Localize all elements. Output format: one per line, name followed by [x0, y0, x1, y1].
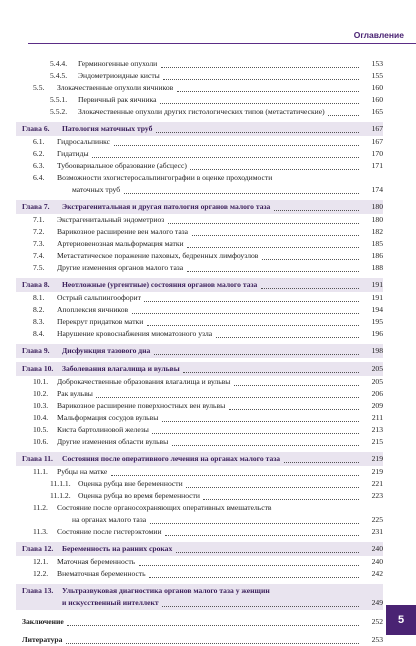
page-header	[0, 0, 416, 44]
dot-leader	[160, 103, 359, 104]
toc-entry-row	[0, 526, 416, 538]
dot-leader	[144, 301, 359, 302]
toc-entry-number: 5.5.	[33, 83, 45, 92]
toc-page-number: 167	[371, 124, 383, 133]
toc-entry-row	[0, 148, 416, 160]
toc-entry-title: Дисфункция тазового дна	[62, 346, 151, 355]
toc-page-number: 209	[371, 401, 383, 410]
toc-entry-row	[0, 304, 416, 316]
toc-page-number: 253	[371, 635, 383, 644]
toc-entry-row	[0, 136, 416, 148]
dot-leader	[190, 169, 359, 170]
toc-entry-number: 7.2.	[33, 227, 45, 236]
toc-entry-title: Другие изменения области вульвы	[57, 437, 169, 446]
toc-entry-row	[0, 82, 416, 94]
dot-leader	[147, 325, 359, 326]
toc-page-number: 242	[371, 569, 383, 578]
toc-entry-title: Ультразвуковая диагностика органов малого таза у женщин	[62, 586, 270, 595]
toc-page-number: 180	[371, 202, 383, 211]
toc-page-number: 225	[371, 515, 383, 524]
dot-leader	[111, 475, 359, 476]
toc-entry-number: Глава 6.	[22, 124, 50, 133]
toc-entry-number: 10.2.	[33, 389, 49, 398]
toc-entry-row	[0, 436, 416, 448]
toc-entry-row	[0, 466, 416, 478]
dot-leader	[328, 115, 359, 116]
dot-leader	[284, 462, 359, 463]
toc-entry-title: Киста бартолиновой железы	[57, 425, 149, 434]
toc-entry-number: 6.3.	[33, 161, 45, 170]
toc-entry-number: Глава 9.	[22, 346, 50, 355]
toc-entry-number: 10.1.	[33, 377, 49, 386]
dot-leader	[154, 354, 359, 355]
toc-entry-number: 7.4.	[33, 251, 45, 260]
dot-leader	[66, 643, 359, 644]
toc-entry-row	[0, 400, 416, 412]
toc-entry-number: 5.5.2.	[50, 107, 68, 116]
toc-entry-title-continued: и искусственный интеллект	[62, 598, 159, 607]
toc-page-number: 211	[371, 413, 383, 422]
toc-entry-number: 11.2.	[33, 503, 48, 512]
toc-chapter-row	[0, 453, 416, 465]
toc-entry-number: 6.4.	[33, 173, 45, 182]
toc-entry-title: Беременность на ранних сроках	[62, 544, 173, 553]
toc-page-number: 219	[371, 467, 383, 476]
toc-entry-row	[0, 388, 416, 400]
dot-leader	[161, 67, 359, 68]
toc-page-number: 240	[371, 544, 383, 553]
dot-leader	[150, 523, 359, 524]
toc-entry-row	[0, 376, 416, 388]
dot-leader	[162, 421, 359, 422]
toc-page-number: 191	[371, 280, 383, 289]
dot-leader	[172, 445, 359, 446]
dot-leader	[152, 433, 359, 434]
toc-entry-row	[0, 490, 416, 502]
toc-entry-row	[0, 478, 416, 490]
dot-leader	[261, 288, 359, 289]
toc-page-number: 191	[371, 293, 383, 302]
dot-leader	[132, 313, 359, 314]
toc-entry-row	[0, 292, 416, 304]
toc-entry-title: Гидатиды	[57, 149, 89, 158]
dot-leader	[177, 91, 359, 92]
toc-entry-number: 8.3.	[33, 317, 45, 326]
toc-page-number: 205	[371, 377, 383, 386]
toc-entry-number: Глава 11.	[22, 454, 53, 463]
toc-entry-row	[0, 226, 416, 238]
toc-entry-row	[0, 424, 416, 436]
toc-entry-number: 11.1.1.	[50, 479, 71, 488]
toc-chapter-row	[0, 543, 416, 555]
toc-entry-number: 10.5.	[33, 425, 49, 434]
toc-entry-number: 8.2.	[33, 305, 45, 314]
toc-entry-row	[0, 214, 416, 226]
toc-entry-number: 10.4.	[33, 413, 49, 422]
toc-entry-title: Артериовенозная мальформация матки	[57, 239, 184, 248]
toc-entry-title: Состояние после органосохраняющих оперативных вмешательств	[57, 503, 272, 512]
toc-page-number: 186	[371, 251, 383, 260]
toc-page-number: 155	[371, 71, 383, 80]
toc-page-number: 231	[371, 527, 383, 536]
toc-entry-title: Состояния после оперативного лечения на органах малого таза	[62, 454, 281, 463]
toc-entry-title: Нарушение кровоснабжения миоматозного узла	[57, 329, 213, 338]
header-title: Оглавление	[353, 30, 404, 40]
toc-entry-row	[0, 634, 416, 646]
dot-leader	[165, 535, 359, 536]
toc-entry-title: Литература	[22, 635, 63, 644]
toc-chapter-row	[0, 123, 416, 135]
toc-entry-title: Перекрут придатков матки	[57, 317, 144, 326]
toc-entry-number: 8.4.	[33, 329, 45, 338]
toc-entry-title: Экстрагенитальная и другая патология органов малого таза	[62, 202, 271, 211]
toc-entry-number: Глава 13.	[22, 586, 54, 595]
dot-leader	[187, 247, 359, 248]
toc-entry-number: 5.4.4.	[50, 59, 68, 68]
toc-page-number: 182	[371, 227, 383, 236]
toc-entry-number: 6.2.	[33, 149, 45, 158]
toc-entry-title: Злокачественные опухоли яичников	[57, 83, 174, 92]
toc-entry-title-continued: маточных труб	[72, 185, 121, 194]
toc-entry-row	[0, 568, 416, 580]
toc-page-number: 240	[371, 557, 383, 566]
toc-entry-row	[0, 328, 416, 340]
toc-page-number: 221	[371, 479, 383, 488]
toc-entry-row	[0, 316, 416, 328]
dot-leader	[156, 132, 359, 133]
toc-entry-title: Апоплексия яичников	[57, 305, 129, 314]
toc-entry-title: Внематочная беременность	[57, 569, 146, 578]
toc-entry-row	[0, 94, 416, 106]
toc-page-number: 170	[371, 149, 383, 158]
dot-leader	[149, 577, 359, 578]
toc-entry-title: Патология маточных труб	[62, 124, 153, 133]
toc-entry-title: Маточная беременность	[57, 557, 136, 566]
toc-entry-title: Злокачественные опухоли других гистологических типов (метастатические)	[78, 107, 325, 116]
toc-chapter-row	[0, 201, 416, 213]
toc-entry-title-continued: на органах малого таза	[72, 515, 147, 524]
toc-page-number: 174	[371, 185, 383, 194]
toc-entry-row	[0, 160, 416, 172]
toc-page-number: 249	[371, 598, 383, 607]
toc-entry-number: 7.5.	[33, 263, 45, 272]
toc-entry-title: Метастатическое поражение паховых, бедренных лимфоузлов	[57, 251, 259, 260]
toc-entry-title: Острый сальпингоофорит	[57, 293, 141, 302]
toc-entry-number: 6.1.	[33, 137, 45, 146]
dot-leader	[162, 606, 359, 607]
toc-chapter-row	[0, 279, 416, 291]
toc-page-number: 160	[371, 95, 383, 104]
toc-entry-title: Состояние после гистерэктомии	[57, 527, 162, 536]
dot-leader	[139, 565, 359, 566]
dot-leader	[168, 223, 359, 224]
toc-entry-title: Заключение	[22, 617, 64, 626]
toc-entry-number: 5.5.1.	[50, 95, 68, 104]
dot-leader	[203, 499, 359, 500]
dot-leader	[163, 79, 359, 80]
dot-leader	[234, 385, 359, 386]
toc-entry-title: Оценка рубца во время беременности	[78, 491, 200, 500]
toc-entry-title: Мальформация сосудов вульвы	[57, 413, 159, 422]
header-rule	[28, 43, 416, 44]
toc-entry-title: Тубоовариальное образование (абсцесс)	[57, 161, 187, 170]
dot-leader	[176, 552, 359, 553]
toc-entry-number: 10.3.	[33, 401, 49, 410]
toc-entry-title: Оценка рубца вне беременности	[78, 479, 183, 488]
dot-leader	[67, 625, 359, 626]
toc-page-number: 160	[371, 83, 383, 92]
toc-page-number: 196	[371, 329, 383, 338]
toc-page-number: 215	[371, 437, 383, 446]
page-number: 5	[386, 605, 416, 635]
toc-entry-title: Варикозное расширение поверхностных вен вульвы	[57, 401, 226, 410]
toc-entry-number: Глава 7.	[22, 202, 50, 211]
toc-page-number: 185	[371, 239, 383, 248]
toc-entry-number: 12.1.	[33, 557, 49, 566]
toc-page-number: 188	[371, 263, 383, 272]
dot-leader	[216, 337, 359, 338]
toc-entry-title: Доброкачественные образования влагалища и вульвы	[57, 377, 231, 386]
toc-entry-title: Другие изменения органов малого таза	[57, 263, 184, 272]
toc-entry-number: 5.4.5.	[50, 71, 68, 80]
dot-leader	[229, 409, 359, 410]
dot-leader	[124, 193, 359, 194]
toc-entry-title: Эндометриоидные кисты	[78, 71, 160, 80]
toc-entry-title: Рубцы на матке	[57, 467, 108, 476]
toc-page-number: 153	[371, 59, 383, 68]
toc-entry-number: Глава 8.	[22, 280, 50, 289]
toc-page-number: 167	[371, 137, 383, 146]
toc-entry-number: 11.3.	[33, 527, 48, 536]
toc-entry-row	[0, 250, 416, 262]
toc-page-number: 213	[371, 425, 383, 434]
toc-entry-title: Герминогенные опухоли	[78, 59, 158, 68]
dot-leader	[192, 235, 359, 236]
toc-entry-row	[0, 172, 416, 196]
toc-page-number: 180	[371, 215, 383, 224]
toc-entry-title: Рак вульвы	[57, 389, 93, 398]
dot-leader	[274, 210, 359, 211]
dot-leader	[262, 259, 359, 260]
toc-entry-title: Гидросальпинкс	[57, 137, 111, 146]
toc-entry-number: 10.6.	[33, 437, 49, 446]
toc-page-number: 223	[371, 491, 383, 500]
toc-page-number: 165	[371, 107, 383, 116]
toc-entry-number: 11.1.2.	[50, 491, 71, 500]
dot-leader	[183, 372, 359, 373]
toc-page-number: 195	[371, 317, 383, 326]
toc-entry-number: Глава 12.	[22, 544, 54, 553]
toc-entry-title: Неотложные (ургентные) состояния органов малого таза	[62, 280, 258, 289]
dot-leader	[187, 271, 359, 272]
toc-page-number: 219	[371, 454, 383, 463]
toc-entry-row	[0, 616, 416, 628]
toc-page-number: 171	[371, 161, 383, 170]
toc-entry-number: 8.1.	[33, 293, 45, 302]
toc-entry-title: Первичный рак яичника	[78, 95, 157, 104]
toc-chapter-row	[0, 345, 416, 357]
toc-entry-title: Варикозное расширение вен малого таза	[57, 227, 189, 236]
toc-chapter-row	[0, 363, 416, 375]
toc-page-number: 194	[371, 305, 383, 314]
dot-leader	[114, 145, 359, 146]
toc-entry-number: 11.1.	[33, 467, 48, 476]
dot-leader	[96, 397, 359, 398]
toc-entry-number: 7.3.	[33, 239, 45, 248]
toc-entry-number: 7.1.	[33, 215, 45, 224]
toc-entry-row	[0, 262, 416, 274]
toc-entry-row	[0, 556, 416, 568]
toc-entry-row	[0, 502, 416, 526]
toc-page-number: 205	[371, 364, 383, 373]
toc-entry-title: Заболевания влагалища и вульвы	[62, 364, 180, 373]
toc-entry-row	[0, 58, 416, 70]
toc-entry-title: Экстрагенитальный эндометриоз	[57, 215, 165, 224]
toc-entry-number: Глава 10.	[22, 364, 54, 373]
dot-leader	[186, 487, 359, 488]
toc-chapter-row	[0, 585, 416, 609]
toc-entry-number: 12.2.	[33, 569, 49, 578]
toc-entry-row	[0, 412, 416, 424]
dot-leader	[92, 157, 359, 158]
toc-entry-row	[0, 106, 416, 118]
toc-entry-title: Возможности эхогистеросальпингографии в оценке проходимости	[57, 173, 273, 182]
toc-page-number: 252	[371, 617, 383, 626]
toc-entry-row	[0, 238, 416, 250]
toc-page-number: 206	[371, 389, 383, 398]
toc-page-number: 198	[371, 346, 383, 355]
toc-entry-row	[0, 70, 416, 82]
